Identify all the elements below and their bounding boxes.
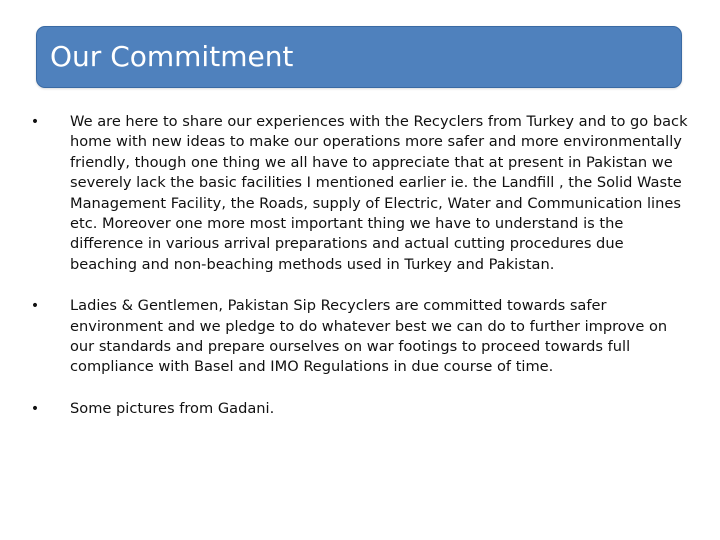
bullet-item-experiences [28, 112, 688, 275]
bullet-text: We are here to share our experiences with the Recyclers from Turkey and to go back home with new ideas to make our operations more safer and more environmentally friendly, though one thing we all have to appreciate that at present in Pakistan we severely lack the basic facilities I mentioned earlier ie. the Landfill , the Solid Waste Management Facility, the Roads, supply of Electric, Water and Communication lines etc. Moreover one more most important thing we have to understand is the difference in various arrival preparations and actual cutting procedures due beaching and non-beaching methods used in Turkey and Pakistan. [70, 113, 688, 273]
bullet-text: Ladies & Gentlemen, Pakistan Sip Recyclers are committed towards safer environment and we pledge to do whatever best we can do to further improve on our standards and prepare ourselves on war footings to proceed towards full compliance with Basel and IMO Regulations in due course of time. [70, 297, 668, 376]
bullet-marker: • [30, 298, 40, 315]
bullet-marker: • [30, 114, 40, 130]
bullet-item-commitment [28, 296, 688, 378]
bullet-item-pictures [28, 399, 688, 419]
bullet-list [28, 112, 688, 440]
slide-title: Our Commitment [50, 40, 294, 73]
bullet-marker: • [30, 400, 40, 417]
title-banner [36, 26, 682, 88]
bullet-text: Some pictures from Gadani. [70, 399, 275, 417]
